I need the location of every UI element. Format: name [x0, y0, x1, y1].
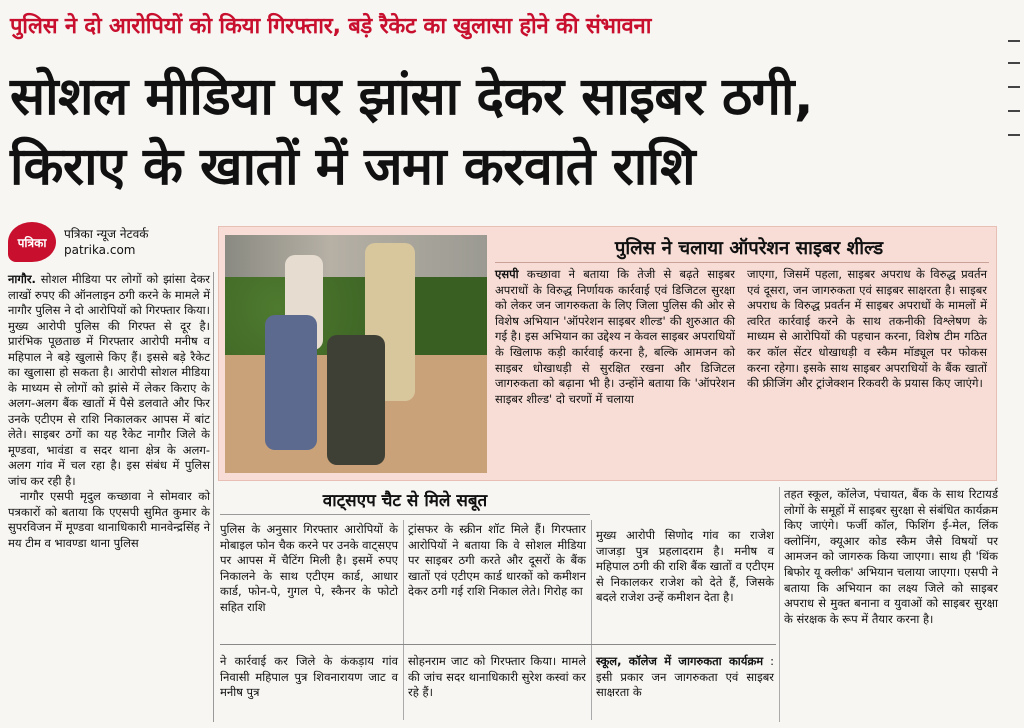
- sub-column-2: ट्रांसफर के स्क्रीन शॉट मिले हैं। गिरफ्तार आरोपियों ने बताया कि वे सोशल मीडिया पर साइबर ठगी करते और दूसरों के बैंक खातों एवं एटीएम कार्ड धारकों को कमीशन देकर ठगी गई राशि निकाल लेते। गिरोह का: [408, 522, 586, 599]
- column-divider: [213, 272, 214, 722]
- patrika-logo: पत्रिका: [8, 222, 56, 262]
- box-lead: एसपी: [495, 267, 519, 281]
- bottom-lead: स्कूल, कॉलेज में जागरुकता कार्यक्रम: [596, 654, 764, 668]
- bottom-column-2: सोहनराम जाट को गिरफ्तार किया। मामले की जांच सदर थानाधिकारी सुरेश कस्वां कर रहे हैं।: [408, 654, 586, 700]
- column-divider: [779, 487, 780, 722]
- edge-mark: [1008, 62, 1020, 64]
- kicker-headline: पुलिस ने दो आरोपियों को किया गिरफ्तार, बड़े रैकेट का खुलासा होने की संभावना: [10, 14, 652, 39]
- box-column-2: जाएगा, जिसमें पहला, साइबर अपराध के विरुद्ध प्रवर्तन एवं दूसरा, जन जागरुकता एवं साइबर साक्षरता है। साइबर अपराध के विरुद्ध प्रवर्तन में साइबर अपराधों के मामलों में त्वरित कार्रवाई करने के साथ तकनीकी विश्लेषण के माध्यम से आरोपियों की पहचान करना, विशेष टीम गठित कर कॉल सेंटर धोखाधड़ी व स्कैम मॉड्यूल पर फोकस करना रहेगा। इसके साथ साइबर अपराधियों के बैंक खातों की फ्रीजिंग और ट्रांजेक्शन रिकवरी के प्रयास किए जाएंगे।: [747, 267, 987, 391]
- bottom-column-1: ने कार्रवाई कर जिले के कंकड़ाय गांव निवासी महिपाल पुत्र शिवनारायण जाट व मनीष पुत्र: [220, 654, 398, 700]
- byline-text: [64, 226, 149, 258]
- edge-mark: [1008, 86, 1020, 88]
- operation-cyber-shield-box: [218, 226, 997, 481]
- accused-1-figure: [265, 315, 317, 450]
- edge-mark: [1008, 134, 1020, 136]
- box-column-1: [495, 267, 735, 407]
- dateline-city: नागौर.: [8, 272, 36, 286]
- story-paragraph-2: नागौर एसपी मृदुल कच्छावा ने सोमवार को पत्रकारों को बताया कि एएसपी सुमित कुमार के सुपरविजन में मूण्डवा थानाधिकारी मानवेन्द्रसिंह ने मय टीम व भावण्डा थाना पुलिस: [8, 489, 210, 550]
- sub-column-1: पुलिस के अनुसार गिरफ्तार आरोपियों के मोबाइल फोन चैक करने पर उनके वाट्सएप पर आपस में चैटिंग मिली है। इसमें रुपए निकालने के साथ एटीएम कार्ड, आधार कार्ड, फोन-पे, गुगल पे, स्कैनर के फोटो सहित राशि: [220, 522, 398, 614]
- byline-site: patrika.com: [64, 243, 136, 257]
- accused-2-figure: [327, 335, 385, 465]
- sub-column-4: तहत स्कूल, कॉलेज, पंचायत, बैंक के साथ रिटायर्ड लोगों के समूहों में साइबर सुरक्षा से संबंधित कार्यक्रम किए जाएंगे। फर्जी कॉल, फिशिंग ई-मेल, लिंक क्लोनिंग, क्यूआर कोड स्कैम जैसे विषयों पर आमजन को जागरुक किया जाएगा। साथ ही 'थिंक बिफोर यू क्लीक' अभियान चलाया जाएगा। एसपी ने बताया कि अभियान का लक्ष्य जिले को साइबर अपराध से मुक्त बनाना व युवाओं को साइबर सुरक्षा के संरक्षक के रूप में तैयार करना है।: [784, 487, 998, 626]
- edge-mark: [1008, 40, 1020, 42]
- column-divider: [591, 520, 592, 720]
- byline-network: पत्रिका न्यूज नेटवर्क: [64, 227, 149, 241]
- byline: [8, 218, 218, 266]
- column-divider: [403, 520, 404, 720]
- story-text-1: सोशल मीडिया पर लोगों को झांसा देकर लाखों रुपए की ऑनलाइन ठगी करने के मामले में नागौर पुलिस ने दो आरोपियों को गिरफ्तार किया। मुख्य आरोपी पुलिस की गिरफ्त से दूर है। प्रारंभिक पूछताछ में गिरफ्तार आरोपी मनीष व महिपाल ने बड़े खुलासे किए हैं। इससे बड़े रैकेट का खुलासा हो सकता है। आरोपी सोशल मीडिया के माध्यम से लोगों को झांसे में लेकर किराए के अलग-अलग बैंक खातों में पैसे डलवाते और फिर उनके एटीएम से राशि निकालकर आपस में बांट लेते। साइबर ठगों का यह रैकेट नागौर जिले के मूण्डवा, भावंडा व सदर थाना क्षेत्र के अलग-अलग गांव में चल रहा है। इस संबंध में पुलिस जांच कर रही है।: [8, 272, 211, 488]
- story-paragraph-1: [8, 272, 210, 489]
- headline-line-2: किराए के खातों में जमा करवाते राशि: [10, 137, 696, 197]
- box-column-1-text: कच्छावा ने बताया कि तेजी से बढ़ते साइबर अपराधों के विरुद्ध निर्णायक कार्रवाई एवं डिजिटल सुरक्षा को लेकर जन जागरुकता के लिए जिला पुलिस की ओर से विशेष अभियान 'ऑपरेशन साइबर शील्ड' की शुरुआत की गई है। इस अभियान का उद्देश्य न केवल साइबर अपराधियों के खिलाफ कड़ी कार्रवाई करना है, बल्कि आमजन को साइबर धोखाधड़ी से सुरक्षित रखना और डिजिटल जागरुकता को बढ़ाना भी है। उन्होंने बताया कि 'ऑपरेशन साइबर शील्ड' दो चरणों में चलाया: [495, 267, 735, 406]
- edge-mark: [1008, 110, 1020, 112]
- subheading: वाट्सएप चैट से मिले सबूत: [322, 491, 488, 511]
- sub-column-3: मुख्य आरोपी सिणोद गांव का राजेश जाजड़ा पुत्र प्रहलादराम है। मनीष व महिपाल ठगी की राशि बैंक खातों व एटीएम से निकालकर राजेश को देते हैं, जिसके बदले राजेश उन्हें कमीशन देता है।: [596, 528, 774, 605]
- headline-line-1: सोशल मीडिया पर झांसा देकर साइबर ठगी,: [10, 67, 814, 127]
- box-title-rule: [495, 262, 989, 263]
- bottom-column-3-text: : इसी प्रकार जन जागरुकता एवं साइबर साक्षरता के: [596, 654, 775, 700]
- box-title: पुलिस ने चलाया ऑपरेशन साइबर शील्ड: [614, 238, 884, 259]
- arrest-photo: [225, 235, 487, 473]
- bottom-column-3: [596, 654, 774, 701]
- subheading-rule: [220, 514, 590, 515]
- left-column-story: [8, 272, 210, 551]
- main-headline: [10, 62, 995, 202]
- section-rule: [220, 644, 776, 645]
